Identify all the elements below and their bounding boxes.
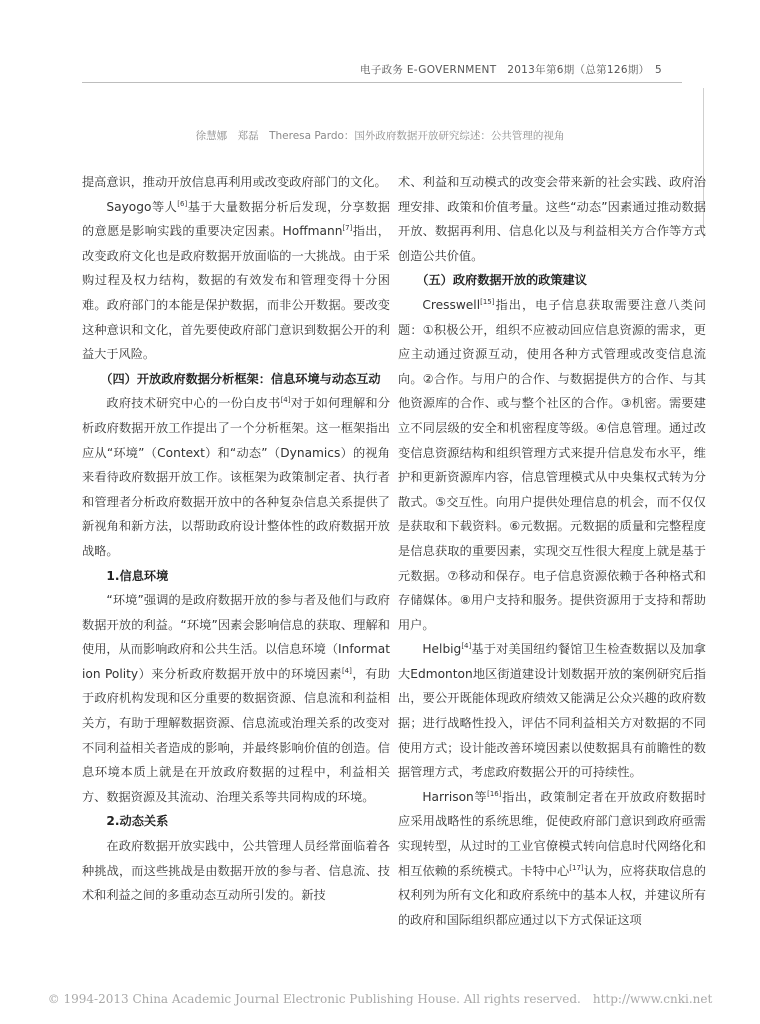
citation: [4] [341,666,352,675]
citation: [16] [487,789,502,798]
section-heading: （五）政府数据开放的政策建议 [416,273,587,288]
paragraph: 提高意识，推动开放信息再利用或改变政府部门的文化。 [82,175,387,189]
paragraph: Cresswell[15]指出，电子信息获取需要注意八类问题：①积极公开，组织不应被动回应信息资源的需求，更应主动通过资源互动，使用各种方式管理或改变信息流向。②合作。与用户的合作、与数据提供方的合作、与其他资源库的合作、或与整个社区的合作。③机密。需要建立不同层级的安全和机密程度等级。④信息管理。通过改变信息资源结构和组织管理方式来提升信息发布水平，维护和更新资源库内容，信息管理模式从中央集权式转为分散式。⑤交互性。向用户提供处理信息的机会，而不仅仅是获取和下载资料。⑥元数据。元数据的质量和完整程度是信息获取的重要因素，实现交互性很大程度上就是基于元数据。⑦移动和保存。电子信息资源依赖于各种格式和存储媒体。⑧用户支持和服务。提供资源用于支持和帮助用户。 [398,297,706,632]
paragraph: Helbig[4]基于对美国纽约餐馆卫生检查数据以及加拿大Edmonton地区街道建设计划数据开放的案例研究后指出，要公开既能体现政府绩效又能满足公众兴趣的政府数据；进行战略性投入，评估不同利益相关方对数据的不同使用方式；设计能改善环境因素以使数据具有前瞻性的数据管理方式，考虑政府数据公开的可持续性。 [398,642,706,780]
citation: [17] [569,863,584,872]
right-column [398,170,706,932]
running-head: 徐慧娜 郑磊 Theresa Pardo：国外政府数据开放研究综述：公共管理的视角 [195,130,565,142]
subsection-heading: 2.动态关系 [106,814,169,829]
citation: [7] [342,224,353,233]
paragraph: Harrison等[16]指出，政策制定者在开放政府数据时应采用战略性的系统思维，促使政府部门意识到政府亟需实现转型，从过时的工业官僚模式转向信息时代网络化和相互依赖的系统模式。卡特中心[17]认为，应将获取信息的权利列为所有文化和政府系统中的基本人权，并建议所有的政府和国际组织都应通过以下方式保证这项 [398,789,706,927]
subsection-heading: 1.信息环境 [106,568,169,583]
citation: [6] [177,199,188,208]
paragraph: 术、利益和互动模式的改变会带来新的社会实践、政府治理安排、政策和价值考量。这些“动态”因素通过推动数据开放、数据再利用、信息化以及与利益相关方合作等方式创造公共价值。 [398,175,706,263]
header-rule [82,82,682,83]
citation: [15] [480,297,495,306]
paragraph: 政府技术研究中心的一份白皮书[4]对于如何理解和分析政府数据开放工作提出了一个分析框架。这一框架指出应从“环境”（Context）和“动态”（Dynamics）的视角来看待政府数据开放工作。该框架为政策制定者、执行者和管理者分析政府数据开放中的各种复杂信息关系提供了新视角和新方法，以帮助政府设计整体性的政府数据开放战略。 [82,396,391,558]
paragraph: 在政府数据开放实践中，公共管理人员经常面临着各种挑战，而这些挑战是由数据开放的参与者、信息流、技术和利益之间的多重动态互动所引发的。新技 [82,839,390,903]
paragraph: Sayogo等人[6]基于大量数据分析后发现，分享数据的意愿是影响实践的重要决定因素。Hoffmann[7]指出，改变政府文化也是政府数据开放面临的一大挑战。由于采购过程及权力结构，数据的有效发布和管理变得十分困难。政府部门的本能是保护数据，而非公开数据。要改变这种意识和文化，首先要使政府部门意识到数据公开的利益大于风险。 [82,199,390,362]
citation: [4] [280,396,291,405]
section-heading: （四）开放政府数据分析框架：信息环境与动态互动 [100,371,381,386]
left-column [82,170,390,908]
journal-header: 电子政务 E-GOVERNMENT 2013年第6期（总第126期） 5 [360,64,662,76]
paragraph: “环境”强调的是政府数据开放的参与者及他们与政府数据开放的利益。“环境”因素会影响信息的获取、理解和使用，从而影响政府和公共生活。以信息环境（Information Polity）来分析政府数据开放中的环境因素[4]，有助于政府机构发现和区分重要的数据资源、信息流和利益相关方，有助于理解数据资源、信息流或治理关系的改变对不同利益相关者造成的影响，并最终影响价值的创造。信息环境本质上就是在开放政府数据的过程中，利益相关方、数据资源及其流动、治理关系等共同构成的环境。 [82,593,391,804]
copyright-footer: © 1994-2013 China Academic Journal Electronic Publishing House. All rights reserved. http://www.cnki.net [47,992,713,1006]
citation: [4] [461,642,472,651]
